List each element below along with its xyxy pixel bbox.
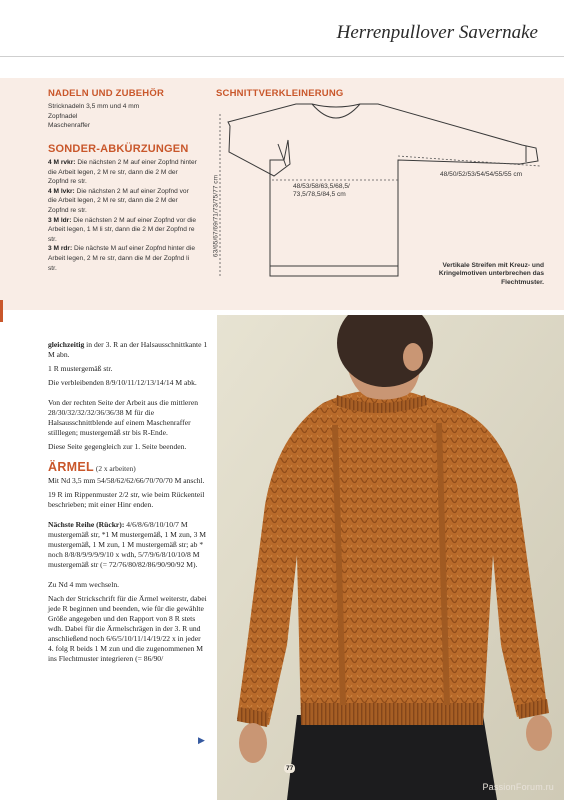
instructions-column [48,340,208,674]
hand-left [239,723,267,763]
abbreviation-term: 4 M rvkr: [48,159,76,166]
abbreviation-term: 3 M rdr: [48,245,73,253]
schematic-heading: SCHNITTVERKLEINERUNG [216,88,344,99]
abbreviations-heading: SONDER-ABKÜRZUNGEN [48,143,189,155]
page-number: 77 [286,765,294,772]
watermark: PassionForum.ru [482,782,554,792]
paragraph: Von der rechten Seite der Arbeit aus die mittleren 28/30/32/32/32/36/36/38 M für die Halsausschnittblende auf einem Maschenraffer stilllegen; mustergemäß str bis R-Ende. [48,398,198,437]
continue-arrow-icon: ▶ [198,735,205,745]
sleeve-measure: 48/50/52/53/54/54/55/55 cm [440,171,523,178]
emphasis: gleichzeitig [48,340,85,349]
sleeve-section-heading [48,462,208,474]
ear [403,343,423,371]
abbreviation-text: Die nächsten 2 M auf einer Zopfnd hinter die Arbeit legen, 2 M re str, dann die 2 M der Zopfnd re str. [48,159,197,186]
paragraph: gleichzeitig in der 3. R an der Halsausschnittkante 1 M abn. [48,340,208,359]
paragraph: Diese Seite gegengleich zur 1. Seite beenden. [48,442,187,451]
abbreviation-term: 4 M lvkr: [48,187,75,195]
needles-line: Zopfnadel [48,112,78,120]
page-title: Herrenpullover Savernake [336,22,538,43]
abbreviation-text: Die nächsten 2 M auf einer Zopfnd vor die Arbeit legen, 1 M li str, dann die 2 M der Zopfnd re str. [48,216,197,243]
paragraph: Nach der Strickschrift für die Ärmel weiterstr, dabei jede R beginnen und beenden, wie für die gewählte Größe angegeben und den Rapport von 8 R stets wdh. Dabei für die Ärmelschrägen in der 3. R und anschließend noch 6/6/5/10/11/14/19/22 x in jeder 4. folg R beids 1 M zun und die zugenommenen M ins Flechtmuster integrieren (= 86/90/ [48,594,207,663]
photo-illustration [217,315,564,800]
schematic-outline [228,104,538,276]
abbreviation-item [48,187,198,216]
accent-bar [0,300,3,322]
needles-line: Maschenraffer [48,122,91,130]
abbreviation-item [48,158,198,187]
height-measure: 63/65/67/69/71/73/75/77 cm [212,174,220,258]
paragraph: Mit Nd 3,5 mm 54/58/62/62/66/70/70/70 M anschl. [48,476,205,485]
paragraph: 19 R im Rippenmuster 2/2 str, wie beim Rückenteil beschrieben; mit einer Hinr enden. [48,490,205,509]
paragraph: Die verbleibenden 8/9/10/11/12/13/14/14 M abk. [48,378,197,387]
sweater-hem-ribbing [301,703,483,725]
abbreviation-item [48,216,198,245]
abbreviations-section [48,143,198,273]
needles-section [48,88,208,131]
hand-right [526,715,552,751]
sleeve-heading-note: (2 x arbeiten) [95,464,136,473]
photo-caption: Vertikale Streifen mit Kreuz- und Kringelmotiven unterbrechen das Flechtmuster. [438,262,544,286]
paragraph: Nächste Reihe (Rückr): 4/6/8/6/8/10/10/7 M mustergemäß str, *1 M mustergemäß, 1 M zun, 3 M mustergemäß, 1 M zun, 1 M mustergemäß str; ab * noch 8/8/8/9/9/9/9/10 x wdh, 5/7/9/6/8/10/10/8 M mustergemäß str (= 72/76/80/82/86/90/90/92 M). [48,520,207,569]
title-divider [0,56,564,57]
abbreviation-text: Die nächste M auf einer Zopfnd hinter die Arbeit legen, 2 M re str, dann die M der Zopfnd li str. [48,245,195,272]
needles-line: Stricknadeln 3,5 mm und 4 mm [48,103,140,110]
abbreviation-item [48,244,198,273]
abbreviation-text: Die nächsten 2 M auf einer Zopfnd vor die Arbeit legen, 2 M re str, dann die 2 M der Zopfnd re str. [48,187,189,214]
chest-measure: 48/53/58/63,5/68,5/ 73,5/78,5/84,5 cm [293,183,350,199]
emphasis: Nächste Reihe (Rückr): [48,520,125,529]
trousers [287,715,497,800]
needles-heading: NADELN UND ZUBEHÖR [48,88,165,99]
paragraph: 1 R mustergemäß str. [48,364,113,373]
paragraph: Zu Nd 4 mm wechseln. [48,580,120,589]
sleeve-heading: ÄRMEL [48,460,94,474]
abbreviation-term: 3 M ldr: [48,216,72,224]
knitted-pullover-photo [217,315,564,800]
neckline-back [312,104,360,107]
